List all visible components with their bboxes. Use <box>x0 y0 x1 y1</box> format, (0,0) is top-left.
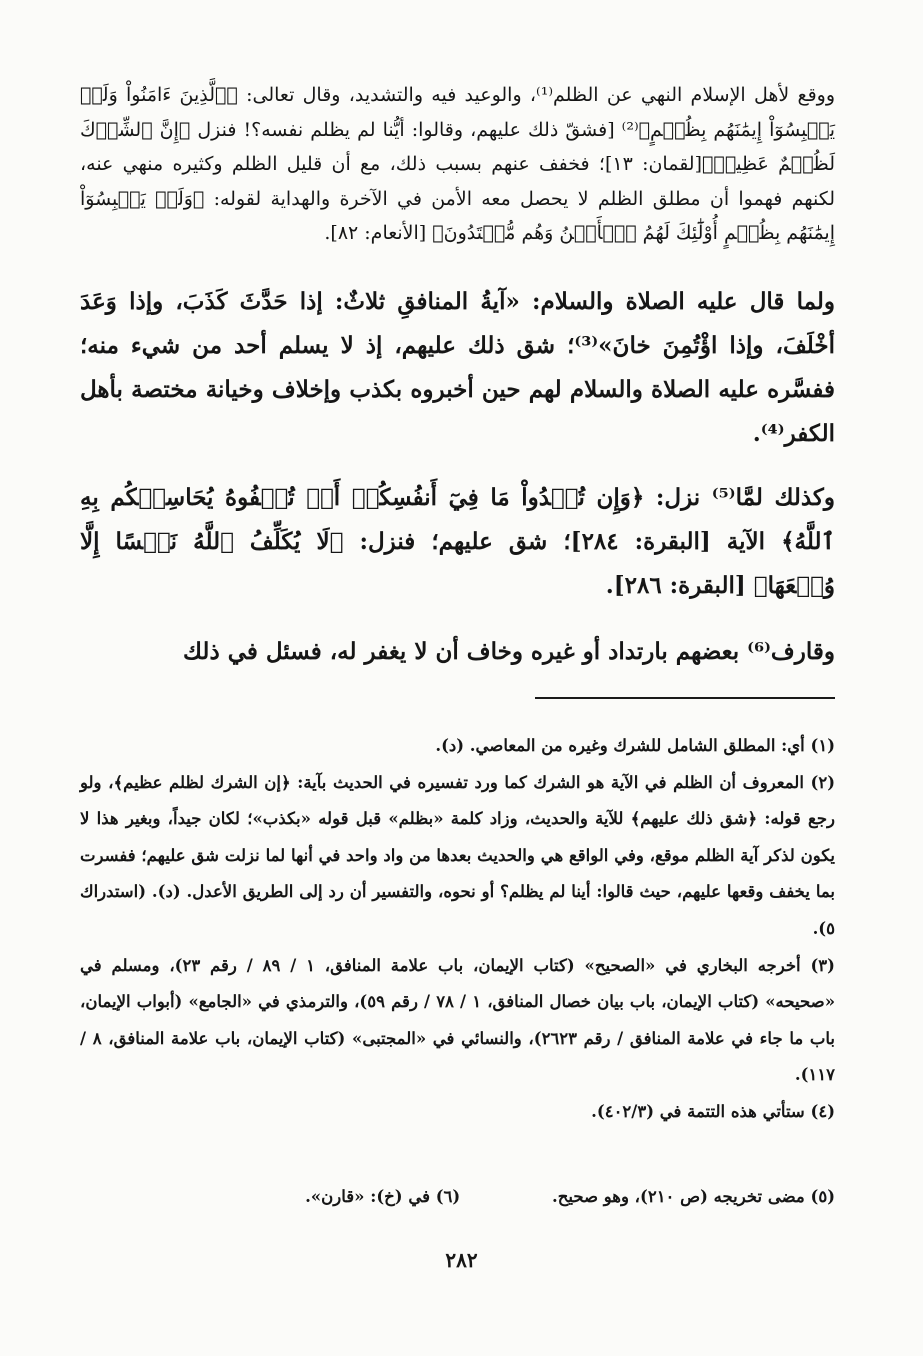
footnote-3: (٣) أخرجه البخاري في «الصحيح» (كتاب الإيمان، باب علامة المنافق، ١ / ٨٩ / رقم ٢٣)، ومسلم في «صحيحه» (كتاب الإيمان، باب بيان خصال المنافق، ١ / ٧٨ / رقم ٥٩)، والترمذي في «الجامع» (أبواب الإيمان، باب ما جاء في علامة المنافق / رقم ٢٦٢٣)، والنسائي في «المجتبى» (كتاب الإيمان، باب علامة المنافق، ٨ / ١١٧). <box>80 955 836 1085</box>
footnotes-row <box>80 1182 835 1212</box>
paragraph-text: وقارف⁽⁶⁾ بعضهم بارتداد أو غيره وخاف أن لا يغفر له، فسئل في ذلك <box>183 638 835 665</box>
footnote-4: (٤) ستأتي هذه التتمة في (٤٠٢/٣). <box>591 1101 835 1121</box>
footnote-2: (٢) المعروف أن الظلم في الآية هو الشرك كما ورد تفسيره في الحديث بآية: ﴿إن الشرك لظلم عظيم﴾، ولو رجع قوله: ﴿شق ذلك عليهم﴾ للآية والحديث، وزاد كلمة «بظلم» قبل قوله «بكذب»؛ لكان جيداً، وبغير هذا لا يكون لذكر آية الظلم موقع، وفي الواقع هي والحديث بعدها من واد واحد في أنها لما نزلت شق عليهم؛ ففسرت بما يخفف وقعها عليهم، حيث قالوا: أينا لم يظلم؟ أو نحوه، والتفسير أن رد إلى الطريق الأعدل. (د). (استدراك ٥). <box>80 772 835 938</box>
footnote-6: (٦) في (خ): «قارن». <box>305 1187 461 1206</box>
footnote-separator <box>535 697 835 699</box>
footnote-5: (٥) مضى تخريجه (ص ٢١٠)، وهو صحيح. <box>551 1187 835 1206</box>
paragraph-text: وكذلك لمَّا⁽⁵⁾ نزل: ﴿وَإِن تُبۡدُواْ مَا فِيٓ أَنفُسِكُمۡ أَوۡ تُخۡفُوهُ يُحَاسِبۡكُم بِهِ ٱللَّهُ﴾ الآية [البقرة: ٢٨٤]؛ شق عليهم؛ فنزل: ﴿لَا يُكَلِّفُ ٱللَّهُ نَفۡسًا إِلَّا وُسۡعَهَا﴾ [البقرة: ٢٨٦]. <box>80 484 835 599</box>
paragraph-1 <box>80 78 835 251</box>
paragraph-text: ولما قال عليه الصلاة والسلام: «آيةُ المنافقِ ثلاثٌ: إذا حَدَّثَ كَذَبَ، وإذا وَعَدَ أخْلَفَ، وإذا اؤْتُمِنَ خانَ»⁽³⁾؛ شق ذلك عليهم، إذ لا يسلم أحد من شيء منه؛ ففسَّره عليه الصلاة والسلام لهم حين أخبروه بكذب وإخلاف وخيانة مختصة بأهل الكفر⁽⁴⁾. <box>80 288 835 447</box>
paragraph-3 <box>80 476 835 608</box>
page-number: ٢٨٢ <box>445 1248 478 1272</box>
paragraph-text: ووقع لأهل الإسلام النهي عن الظلم⁽¹⁾، والوعيد فيه والتشديد، وقال تعالى: ﴿ٱلَّذِينَ ءَامَنُواْ وَلَمۡ يَلۡبِسُوٓاْ إِيمَٰنَهُم بِظُلۡمٍ﴾⁽²⁾ [فشقّ ذلك عليهم، وقالوا: أيُّنا لم يظلم نفسه؟! فنزل ﴿إِنَّ ٱلشِّرۡكَ لَظُلۡمٌ عَظِيمٞ﴾[لقمان: ١٣]؛ فخفف عنهم بسبب ذلك، مع أن قليل الظلم وكثيره منهي عنه، لكنهم فهموا أن مطلق الظلم لا يحصل معه الأمن في الآخرة والهداية لقوله: ﴿وَلَمۡ يَلۡبِسُوٓاْ إِيمَٰنَهُم بِظُلۡمٍ أُوْلَٰٓئِكَ لَهُمُ ٱلۡأَمۡنُ وَهُم مُّهۡتَدُونَ﴾ [الأنعام: ٨٢]. <box>80 84 836 244</box>
paragraph-2 <box>80 280 835 456</box>
footnotes <box>80 728 835 1131</box>
paragraph-4 <box>80 630 835 674</box>
footnote-1: (١) أي: المطلق الشامل للشرك وغيره من المعاصي. (د). <box>435 736 835 755</box>
